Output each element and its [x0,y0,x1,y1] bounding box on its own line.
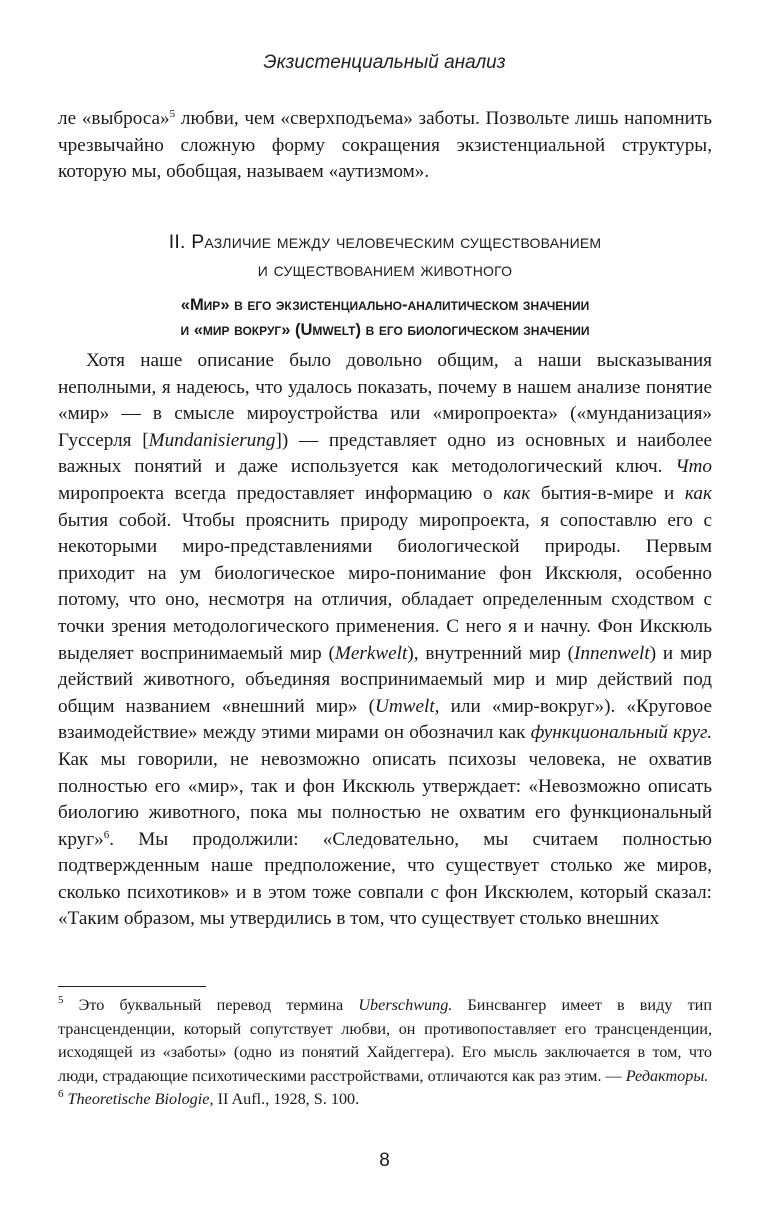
footnote-number: 6 [58,1088,64,1100]
subtitle-line-1: «Мир» в его экзистенциально-аналитическом значении [180,296,590,314]
intro-text-1: ле «выброса» [58,108,170,129]
section-title-line-2: и существованием животного [257,259,513,281]
body-paragraph [58,348,712,933]
body-text: ), внутренний мир ( [407,642,575,664]
italic-term: функциональный круг. [530,722,712,744]
footnote-ref-6: 6 [103,828,110,841]
section-title-line-1: II. Различие между человеческим существованием [168,231,602,253]
body-text: ]) — представляет одно из основных и наиболее важных понятий и даже используется как методологический ключ. [58,429,712,478]
subtitle-line-2: и «мир вокруг» (Umwelt) в его биологическом значении [180,321,590,339]
body-text: бытия собой. Чтобы прояснить природу миропроекта, я сопоставлю его с некоторыми миро-представлениями биологической природы. Первым приходит на ум биологическое миро-понимание фон Икскюля, особенно потому, что оно, несмотря на отличия, обладает определенным сходством с точки зрения методологического применения. С него я и начну. Фон Икскюль выделяет воспринимаемый мир ( [58,509,712,664]
footnote-5 [58,994,712,1088]
italic-term: Uberschwung. [358,996,453,1014]
italic-term: Merkwelt [334,642,408,664]
body-text: Как мы говорили, не невозможно описать психозы человека, не охватив полностью его «мир», так и фон Икскюль утверждает: «Невозможно описать биологию животного, пока мы полностью не охватим его функциональный круг» [58,748,712,850]
italic-term: Theoretische Biologie, [67,1090,214,1108]
footnote-ref-5: 5 [169,108,176,120]
footnote-number: 5 [58,994,64,1006]
footnote-6 [58,1088,712,1112]
section-subtitle [58,293,712,343]
body-text: ) и мир действий животного, объединяя воспринимаемый мир и мир действий под общим названием «внешний мир» ( [58,642,712,717]
section-title [58,228,712,284]
body-text: миропроекта всегда предоставляет информацию о [58,482,504,504]
italic-term: Innenwelt [574,642,650,664]
intro-text-2: любви, чем «сверхподъема» заботы. Позвольте лишь напомнить чрезвычайно сложную форму сокращения экзистенциальной структуры, которую мы, обобщая, называем «аутизмом». [58,108,712,183]
italic-term: Редакторы. [625,1066,709,1085]
body-text: бытия-в-мире и [530,482,685,504]
italic-term: как [684,482,712,504]
intro-paragraph [58,106,712,186]
footnote-text: Бинсвангер имеет в виду тип трансценденции, который сопутствует любви, он противопоставляет его трансценденции, исходящей из «заботы» (одно из понятий Хайдеггера). Его мысль заключается в том, что люди, страдающие психотическими расстройствами, отличаются как раз этим. — [58,996,712,1085]
page-number: 8 [379,1150,390,1171]
body-text: или «мир-вокруг»). «Круговое взаимодействие» между этими мирами он обозначил как [58,695,712,744]
body-text: . Мы продолжили: «Следовательно, мы считаем полностью подтвержденным наше предположение, что существует столько же миров, сколько психотиков» и в этом тоже совпали с фон Икскюлем, который сказал: «Таким образом, мы утвердились в том, что существует столько внешних [58,828,712,930]
footnote-text: Это буквальный перевод термина [63,996,359,1014]
italic-term: Umwelt, [374,695,440,717]
italic-term: Что [675,456,712,478]
footnote-text: II Aufl., 1928, S. 100. [213,1090,360,1108]
footnote-divider [58,986,206,987]
footnotes [58,994,712,1112]
running-header: Экзистенциальный анализ [263,52,506,73]
body-text: Хотя наше описание было довольно общим, а наши высказывания неполными, я надеюсь, что удалось показать, почему в нашем анализе понятие «мир» — в смысле мироустройства или «миропроекта» («мунданизация» Гуссерля [ [58,350,712,451]
italic-term: Mundanisierung [148,429,276,451]
italic-term: как [503,482,531,504]
